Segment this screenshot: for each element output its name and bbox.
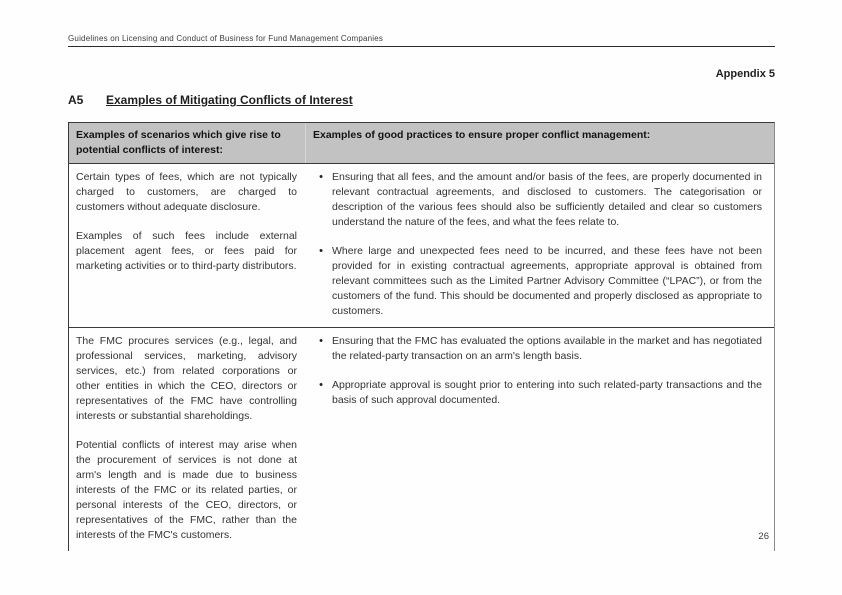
table-header-row — [69, 123, 774, 164]
list-item — [310, 334, 762, 364]
bullet-icon — [310, 334, 332, 364]
scenario-cell — [69, 164, 306, 327]
scenario-paragraph: Certain types of fees, which are not typically charged to customers, are charged to customers without adequate disclosure. — [76, 171, 297, 213]
practices-cell — [306, 328, 774, 551]
list-item — [310, 170, 762, 230]
running-header: Guidelines on Licensing and Conduct of Business for Fund Management Companies — [68, 34, 775, 47]
table-row — [69, 327, 774, 551]
table-row — [69, 164, 774, 327]
list-item — [310, 378, 762, 408]
list-item — [310, 244, 762, 319]
scenario-paragraph: Examples of such fees include external placement agent fees, or fees paid for marketing activities or to third-party distributors. — [76, 230, 297, 272]
scenario-paragraph: The FMC procures services (e.g., legal, and professional services, marketing, advisory services, etc.) from related corporations or other entities in which the CEO, directors or representatives of the FMC have controlling interests or substantial shareholdings. — [76, 335, 297, 422]
section-heading — [68, 93, 775, 107]
bullet-icon — [310, 378, 332, 408]
section-number: A5 — [68, 93, 84, 107]
bullet-icon — [310, 170, 332, 230]
practice-text: Appropriate approval is sought prior to entering into such related-party transactions and the basis of such approval documented. — [332, 379, 762, 406]
conflicts-table — [68, 122, 775, 551]
appendix-label: Appendix 5 — [715, 68, 775, 80]
section-title: Examples of Mitigating Conflicts of Interest — [106, 93, 353, 107]
scenario-cell — [69, 328, 306, 551]
practice-text: Ensuring that the FMC has evaluated the options available in the market and has negotiated the related-party transaction on an arm's length basis. — [332, 335, 762, 362]
practices-cell — [306, 164, 774, 327]
scenario-paragraph: Potential conflicts of interest may arise when the procurement of services is not done at arm's length and is made due to business interests of the FMC or its related parties, or personal interests of the CEO, directors, or representatives of the FMC, rather than the interests of the FMC's customers. — [76, 439, 297, 541]
bullet-icon — [310, 244, 332, 319]
practice-text: Where large and unexpected fees need to be incurred, and these fees have not been provided for in existing contractual agreements, appropriate approval is obtained from relevant committees such as the Limited Partner Advisory Committee (“LPAC”), or from the customers of the fund. This should be documented and properly disclosed as appropriate to customers. — [332, 245, 762, 317]
page-number: 26 — [758, 531, 769, 542]
practice-text: Ensuring that all fees, and the amount and/or basis of the fees, are properly documented in relevant contractual agreements, and disclosed to customers. The categorisation or description of the various fees should also be sufficiently detailed and clear so customers understand the nature of the fees, and what the fees relate to. — [332, 171, 762, 228]
table-header-scenarios: Examples of scenarios which give rise to potential conflicts of interest: — [69, 123, 306, 163]
table-header-practices: Examples of good practices to ensure proper conflict management: — [313, 129, 651, 141]
